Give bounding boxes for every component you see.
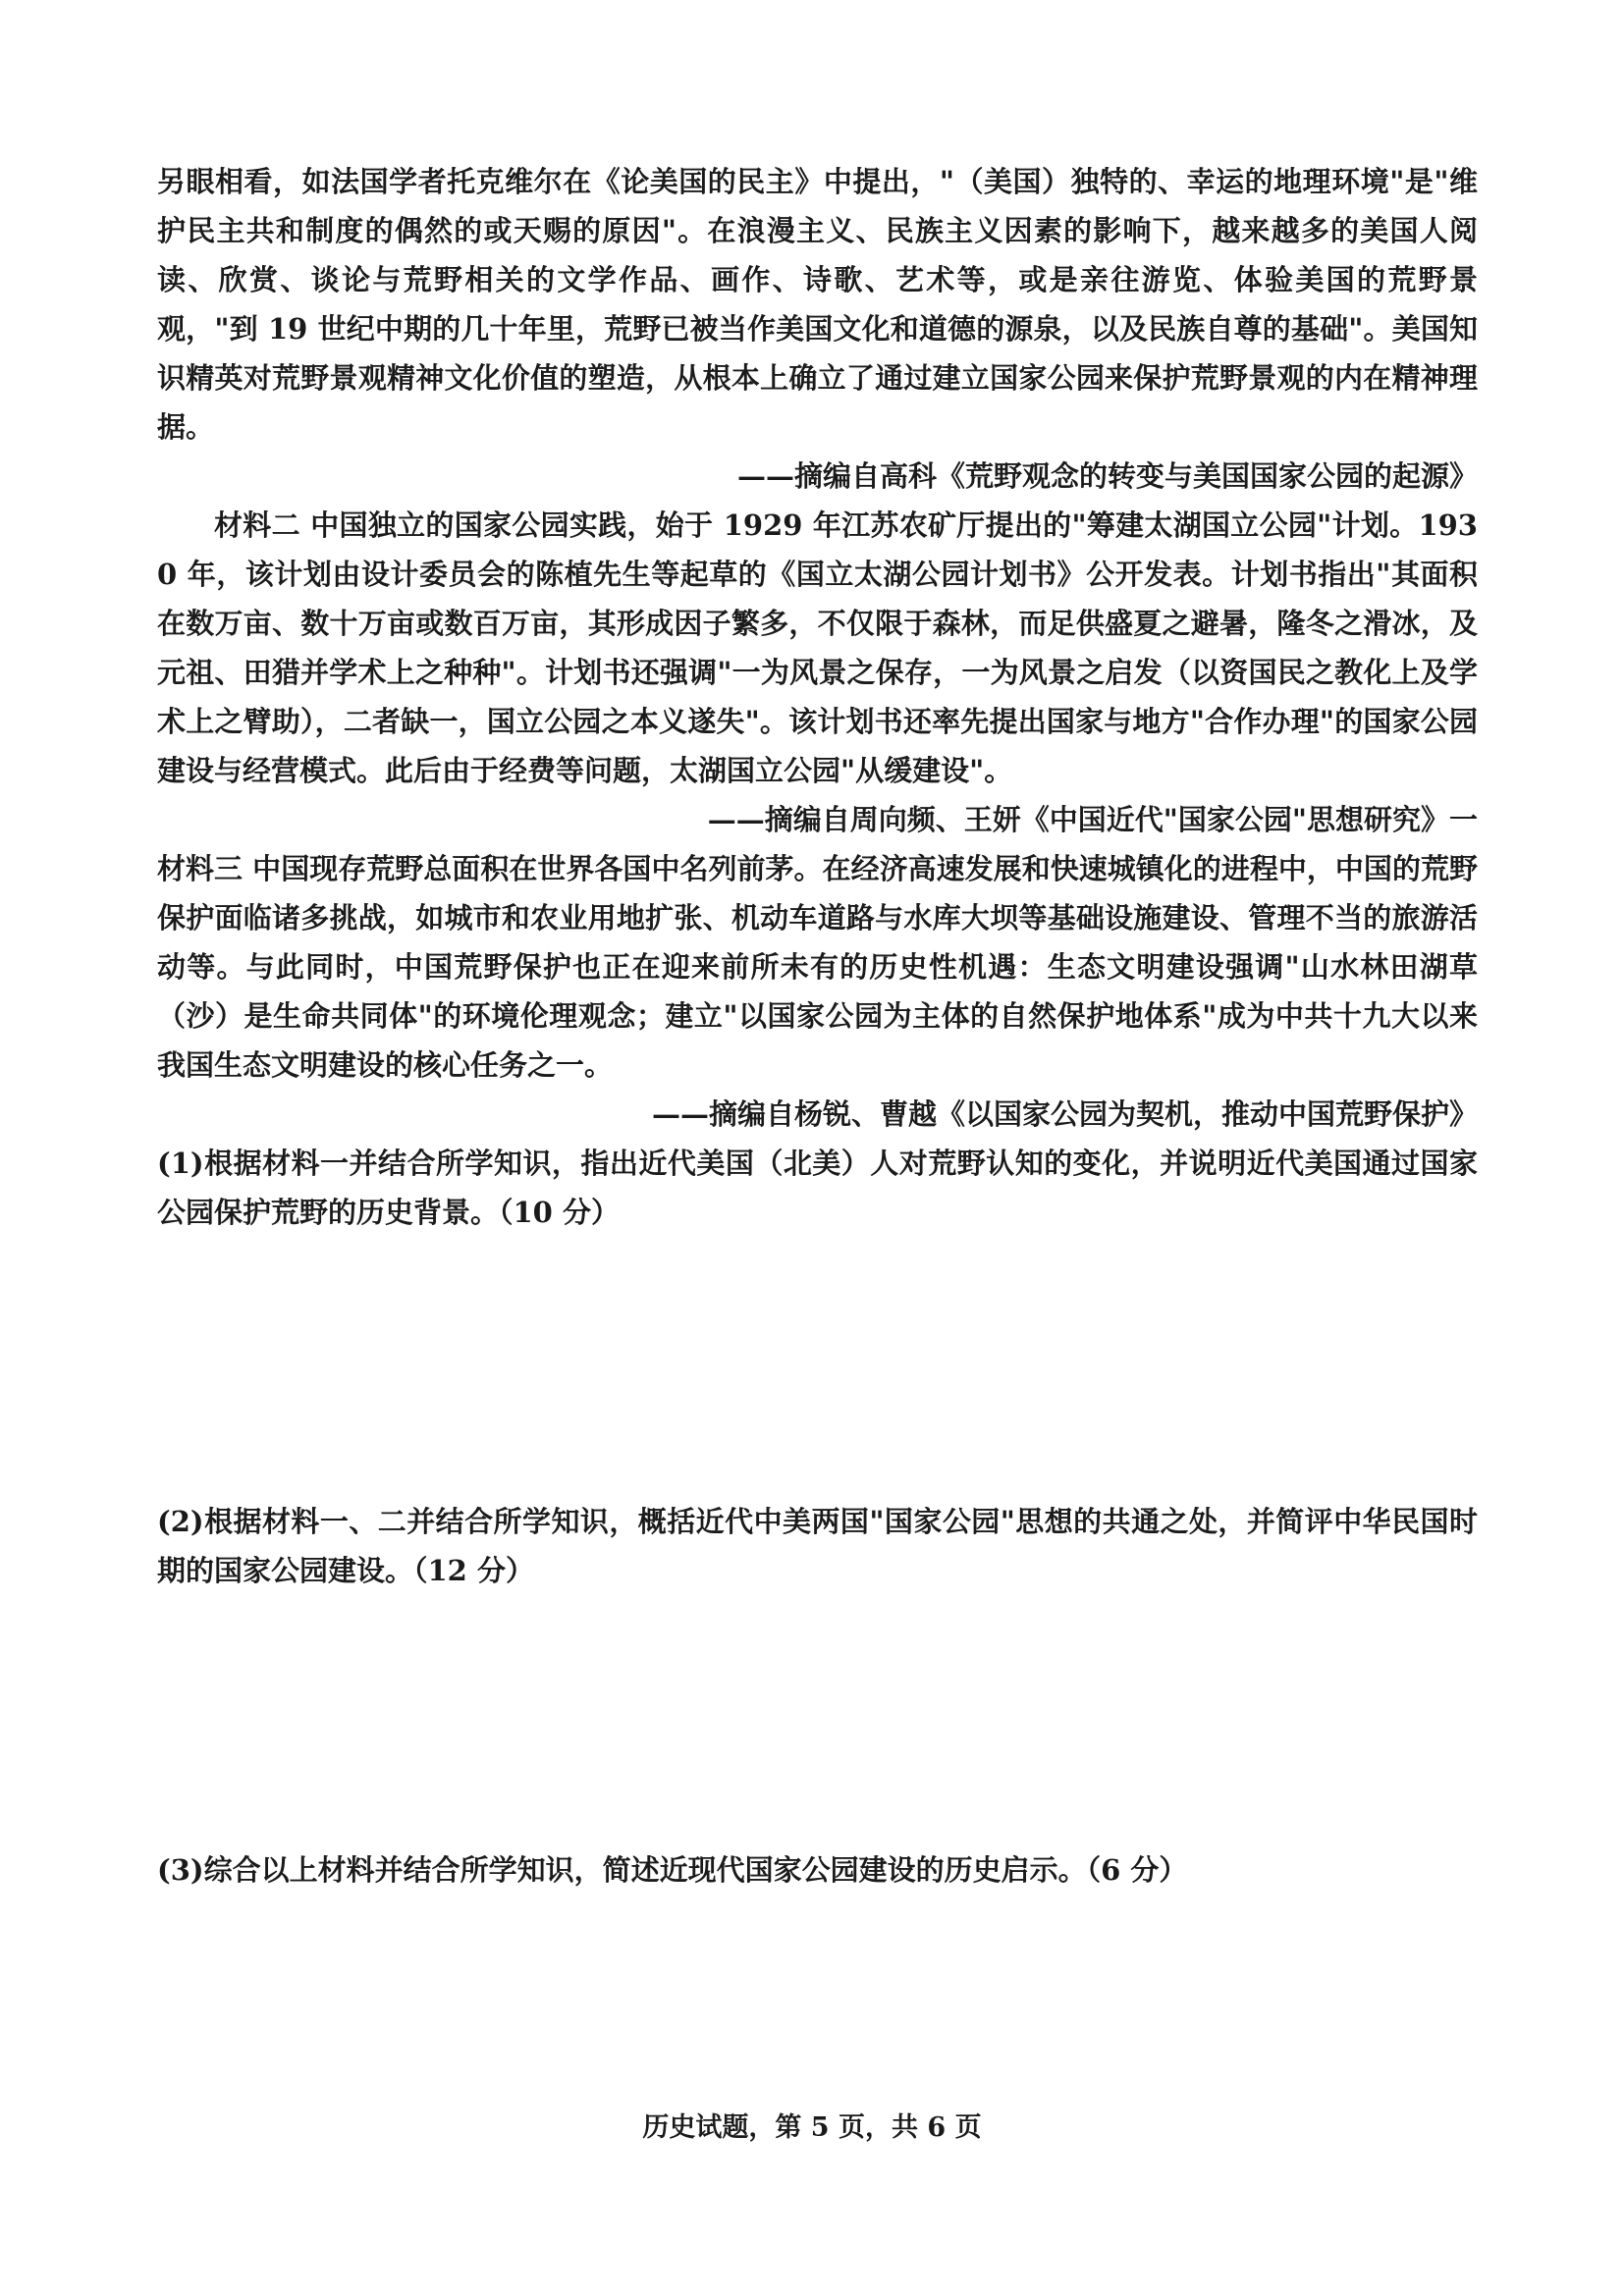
material3-source: ——摘编自杨锐、曹越《以国家公园为契机，推动中国荒野保护》 [651,1097,1478,1131]
question-2: (2)根据材料一、二并结合所学知识，概括近代中美两国"国家公园"思想的共通之处，并简评中华民国时期的国家公园建设。（12 分） [157,1505,1478,1587]
question-1: (1)根据材料一并结合所学知识，指出近代美国（北美）人对荒野认知的变化，并说明近代美国通过国家公园保护荒野的历史背景。（10 分） [157,1147,1478,1229]
material1-tail-paragraph: 另眼相看，如法国学者托克维尔在《论美国的民主》中提出，"（美国）独特的、幸运的地理环境"是"维护民主共和制度的偶然的或天赐的原因"。在浪漫主义、民族主义因素的影响下，越来越多的美国人阅读、欣赏、谈论与荒野相关的文学作品、画作、诗歌、艺术等，或是亲往游览、体验美国的荒野景观，"到 19 世纪中期的几十年里，荒野已被当作美国文化和道德的源泉，以及民族自尊的基础"。美国知识精英对荒野景观精神文化价值的塑造，从根本上确立了通过建立国家公园来保护荒野景观的内在精神理据。 [157,165,1478,444]
question-3: (3)综合以上材料并结合所学知识，简述近现代国家公园建设的历史启示。（6 分） [157,1853,1188,1887]
answer-space-2 [157,1595,1478,1845]
material2-paragraph: 材料二 中国独立的国家公园实践，始于 1929 年江苏农矿厅提出的"筹建太湖国立公园"计划。1930 年，该计划由设计委员会的陈植先生等起草的《国立太湖公园计划书》公开发表。计划书指出"其面积在数万亩、数十万亩或数百万亩，其形成因子繁多，不仅限于森林，而足供盛夏之避暑，隆冬之滑冰，及元祖、田猎并学术上之种种"。计划书还强调"一为风景之保存，一为风景之启发（以资国民之教化上及学术上之臂助），二者缺一，国立公园之本义遂失"。该计划书还率先提出国家与地方"合作办理"的国家公园建设与经营模式。此后由于经费等问题，太湖国立公园"从缓建设"。 [157,508,1478,787]
page-content [157,157,1478,1895]
answer-space-1 [157,1237,1478,1497]
page-footer: 历史试题，第 5 页，共 6 页 [642,2112,982,2143]
material1-source: ——摘编自高科《荒野观念的转变与美国国家公园的起源》 [736,459,1478,493]
material2-source: ——摘编自周向频、王妍《中国近代"国家公园"思想研究》一 [707,803,1478,836]
material3-paragraph: 材料三 中国现存荒野总面积在世界各国中名列前茅。在经济高速发展和快速城镇化的进程中，中国的荒野保护面临诸多挑战，如城市和农业用地扩张、机动车道路与水库大坝等基础设施建设、管理不当的旅游活动等。与此同时，中国荒野保护也正在迎来前所未有的历史性机遇：生态文明建设强调"山水林田湖草（沙）是生命共同体"的环境伦理观念；建立"以国家公园为主体的自然保护地体系"成为中共十九大以来我国生态文明建设的核心任务之一。 [157,852,1478,1082]
